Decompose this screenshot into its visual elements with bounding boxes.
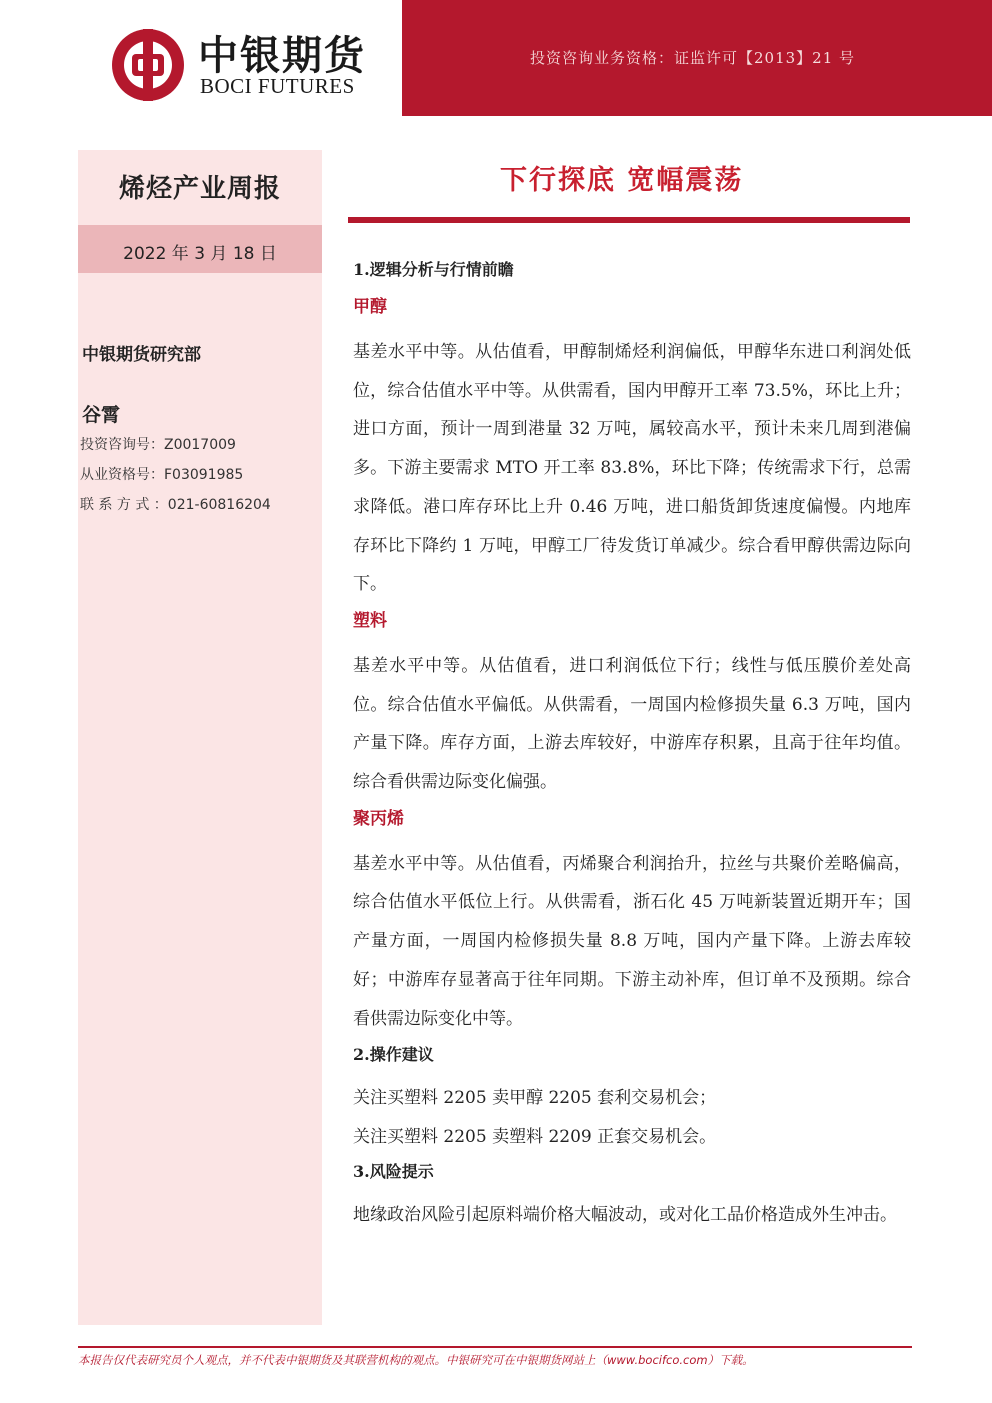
polypropylene-title: 聚丙烯	[353, 808, 404, 829]
boc-logo-icon	[110, 27, 186, 103]
sidebar	[78, 150, 322, 1325]
main-content	[353, 257, 911, 1234]
qualification-number: 从业资格号：F03091985	[80, 467, 244, 483]
consult-number: 投资咨询号：Z0017009	[80, 437, 236, 453]
section-advice-title: 2.操作建议	[353, 1045, 434, 1065]
logo-english-name: BOCI FUTURES	[200, 74, 355, 98]
advice-item: 关注买塑料 2205 卖塑料 2209 正套交易机会。	[353, 1126, 717, 1147]
risk-paragraph: 地缘政治风险引起原料端价格大幅波动，或对化工品价格造成外生冲击。	[353, 1204, 897, 1225]
headline-divider	[348, 217, 910, 223]
contact-phone: 联 系 方 式 ：021-60816204	[80, 497, 271, 513]
footer-divider	[78, 1346, 912, 1348]
plastic-paragraph: 基差水平中等。从估值看，进口利润低位下行；线性与低压膜价差处高位。综合估值水平偏低。从供需看，一周国内检修损失量 6.3 万吨，国内产量下降。库存方面，上游去库较好，中游库存积累，且高于往年均值。综合看供需边际变化偏强。	[353, 655, 911, 793]
company-logo	[110, 22, 366, 102]
methanol-title: 甲醇	[353, 297, 387, 317]
section-risk-title: 3.风险提示	[353, 1161, 434, 1181]
plastic-title: 塑料	[353, 610, 387, 631]
report-date: 2022 年 3 月 18 日	[123, 244, 277, 264]
polypropylene-paragraph: 基差水平中等。从估值看，丙烯聚合利润抬升，拉丝与共聚价差略偏高，综合估值水平低位上行。从供需看，浙石化 45 万吨新装置近期开车；国产量方面，一周国内检修损失量 8.8 万吨，国内产量下降。上游去库较好；中游库存显著高于往年同期。下游主动补库，但订单不及预期。综合看供需边际变化中等。	[353, 853, 911, 1029]
author-name: 谷霄	[82, 404, 121, 426]
footer-disclaimer: 本报告仅代表研究员个人观点，并不代表中银期货及其联营机构的观点。中银研究可在中银期货网站上（www.bocifco.com）下载。	[78, 1353, 754, 1367]
department: 中银期货研究部	[82, 345, 201, 365]
header-banner	[402, 0, 992, 116]
report-title: 烯烃产业周报	[118, 174, 281, 204]
advice-item: 关注买塑料 2205 卖甲醇 2205 套利交易机会；	[353, 1088, 717, 1109]
license-text: 投资咨询业务资格：证监许可【2013】21 号	[530, 49, 856, 67]
date-band	[78, 225, 322, 273]
headline: 下行探底 宽幅震荡	[500, 165, 744, 196]
methanol-paragraph: 基差水平中等。从估值看，甲醇制烯烃利润偏低，甲醇华东进口利润处低位，综合估值水平中等。从供需看，国内甲醇开工率 73.5%，环比上升；进口方面，预计一周到港量 32 万吨，属较高水平，预计未来几周到港偏多。下游主要需求 MTO 开工率 83.8%，环比下降；传统需求下行，总需求降低。港口库存环比上升 0.46 万吨，进口船货卸货速度偏慢。内地库存环比下降约 1 万吨，甲醇工厂待发货订单减少。综合看甲醇供需边际向下。	[353, 342, 911, 595]
section-logic-title: 1.逻辑分析与行情前瞻	[353, 260, 514, 279]
logo-chinese-name: 中银期货	[198, 32, 366, 79]
